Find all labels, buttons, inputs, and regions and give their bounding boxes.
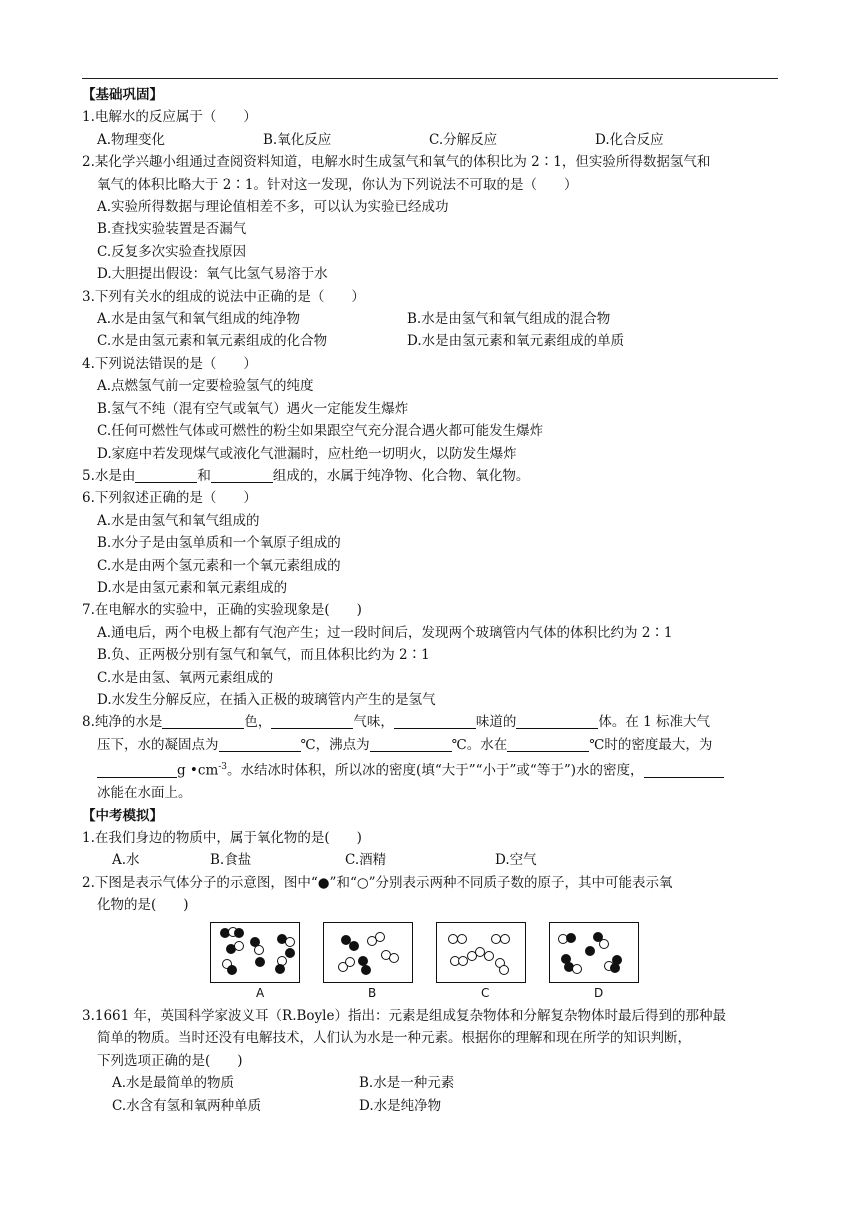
q2-stem-line1: 2.某化学兴趣小组通过查阅资料知道，电解水时生成氢气和氧气的体积比为 2∶1，但实验所得数据氢气和 — [82, 154, 711, 171]
q8-text: 气味， — [353, 714, 394, 731]
worksheet — [82, 84, 782, 917]
figure-label-d: D — [594, 986, 604, 1000]
q6-option-d: D.水是由氢元素和氧元素组成的 — [97, 579, 288, 596]
q8-blank-boiling[interactable] — [370, 737, 452, 752]
q8-line4: 冰能在水面上。 — [97, 785, 192, 802]
q5-blank-2[interactable] — [211, 468, 273, 483]
q7-option-a: A.通电后，两个电极上都有气泡产生；过一段时间后，发现两个玻璃管内气体的体积比约为 2∶1 — [97, 624, 673, 641]
q7-option-b: B.负、正两极分别有氢气和氧气，而且体积比约为 2∶1 — [97, 647, 430, 664]
m2-stem-line1: 2.下图是表示气体分子的示意图，图中“●”和“○”分别表示两种不同质子数的原子，其中可能表示氧 — [82, 874, 673, 891]
q8-text: 味道的 — [475, 714, 517, 731]
q8-line2 — [82, 734, 782, 756]
q6-option-a: A.水是由氢气和氧气组成的 — [97, 512, 260, 529]
q8-blank-density[interactable] — [97, 763, 177, 778]
q3-option-b: B.水是由氢气和氧气组成的混合物 — [407, 311, 611, 328]
figure-label-c: C — [481, 986, 490, 1000]
q2-option-c: C.反复多次实验查找原因 — [97, 243, 247, 260]
q6-stem: 6.下列叙述正确的是（ ） — [82, 490, 257, 507]
q2-option-d: D.大胆提出假设：氧气比氢气易溶于水 — [97, 266, 328, 283]
q8-text: 8.纯净的水是 — [82, 714, 163, 731]
q5-blank-1[interactable] — [135, 468, 197, 483]
m3-option-c: C.水含有氢和氧两种单质 — [112, 1097, 262, 1114]
molecule-figure — [210, 922, 680, 1008]
m1-option-d: D.空气 — [495, 852, 537, 869]
box-a-molecules — [221, 928, 295, 975]
q2-stem-line2: 氧气的体积比略大于 2∶1。针对这一发现，你认为下列说法不可取的是（ ） — [97, 176, 578, 193]
q1-options — [82, 129, 782, 151]
q1-option-d: D.化合反应 — [595, 131, 664, 148]
q8-unit: g •cm — [177, 762, 219, 779]
q1-option-b: B.氧化反应 — [263, 131, 332, 148]
m1-option-a: A.水 — [112, 852, 140, 869]
q8-blank-compare[interactable] — [644, 763, 724, 778]
q3-options-row1 — [82, 308, 782, 330]
box-c-molecules — [449, 935, 510, 975]
q3-option-a: A.水是由氢气和氧气组成的纯净物 — [97, 311, 301, 328]
q3-option-c: C.水是由氢元素和氧元素组成的化合物 — [97, 333, 328, 350]
q8-text: 体。在 1 标准大气 — [598, 714, 711, 731]
m3-option-a: A.水是最简单的物质 — [112, 1075, 235, 1092]
q1-stem: 1.电解水的反应属于（ ） — [82, 109, 257, 126]
q8-text: ℃，沸点为 — [300, 736, 370, 753]
header-rule — [82, 78, 778, 79]
q8-blank-smell[interactable] — [271, 714, 353, 729]
m3-option-d: D.水是纯净物 — [359, 1097, 442, 1114]
box-b-molecules — [339, 933, 399, 975]
m2-stem-line2: 化物的是( ) — [97, 897, 189, 914]
q8-blank-density-temp[interactable] — [507, 737, 589, 752]
q8-blank-color[interactable] — [162, 714, 244, 729]
q4-option-a: A.点燃氢气前一定要检验氢气的纯度 — [97, 378, 314, 395]
m1-option-c: C.酒精 — [345, 852, 387, 869]
q5-text-c: 组成的，水属于纯净物、化合物、氧化物。 — [272, 467, 530, 484]
q2-option-b: B.查找实验装置是否漏气 — [97, 221, 247, 238]
q8-line3 — [82, 756, 782, 782]
q5-text-b: 和 — [197, 467, 211, 484]
m3-option-b: B.水是一种元素 — [359, 1075, 455, 1092]
worksheet-continued — [82, 1005, 782, 1117]
m1-options — [82, 849, 782, 871]
q1-option-a: A.物理变化 — [97, 131, 166, 148]
q8-text: 色， — [244, 714, 272, 731]
q3-options-row2 — [82, 330, 782, 352]
q6-option-c: C.水是由两个氢元素和一个氧元素组成的 — [97, 557, 341, 574]
q8-blank-state[interactable] — [516, 714, 598, 729]
q4-stem: 4.下列说法错误的是（ ） — [82, 355, 257, 372]
m1-stem: 1.在我们身边的物质中，属于氧化物的是( ) — [82, 829, 362, 846]
q5-text-a: 5.水是由 — [82, 467, 136, 484]
q3-stem: 3.下列有关水的组成的说法中正确的是（ ） — [82, 288, 365, 305]
q1-option-c: C.分解反应 — [429, 131, 498, 148]
box-d-molecules — [559, 933, 622, 974]
q6-option-b: B.水分子是由氢单质和一个氧原子组成的 — [97, 535, 341, 552]
q5-stem — [82, 465, 782, 487]
q2-option-a: A.实验所得数据与理论值相差不多，可以认为实验已经成功 — [97, 199, 449, 216]
q8-text: 压下，水的凝固点为 — [97, 736, 219, 753]
m3-options-row2 — [82, 1095, 782, 1117]
q7-option-d: D.水发生分解反应，在插入正极的玻璃管内产生的是氢气 — [97, 691, 436, 708]
q3-option-d: D.水是由氢元素和氧元素组成的单质 — [407, 333, 625, 350]
q8-text: ℃时的密度最大，为 — [589, 736, 713, 753]
q8-unit-exponent: -3 — [218, 762, 228, 773]
q7-option-c: C.水是由氢、氧两元素组成的 — [97, 669, 274, 686]
section-exam-heading: 【中考模拟】 — [82, 807, 163, 824]
q8-text: ℃。水在 — [451, 736, 508, 753]
q4-option-d: D.家庭中若发现煤气或液化气泄漏时，应杜绝一切明火，以防发生爆炸 — [97, 445, 517, 462]
figure-label-a: A — [256, 986, 265, 1000]
m3-stem-line1: 3.1661 年，英国科学家波义耳（R.Boyle）指出：元素是组成复杂物体和分解复杂物体时最后得到的那种最 — [82, 1008, 726, 1024]
m3-options-row1 — [82, 1072, 782, 1094]
q8-blank-freezing[interactable] — [219, 737, 301, 752]
q8-text: 。水结冰时体积，所以冰的密度(填“大于”“小于”或“等于”)水的密度， — [227, 762, 644, 779]
q8-blank-taste[interactable] — [394, 714, 476, 729]
molecule-diagram — [210, 922, 680, 1004]
q4-option-b: B.氢气不纯（混有空气或氧气）遇火一定能发生爆炸 — [97, 400, 409, 417]
section-basic-heading: 【基础巩固】 — [82, 87, 163, 103]
m3-stem-line3: 下列选项正确的是( ) — [97, 1052, 243, 1069]
q7-stem: 7.在电解水的实验中，正确的实验现象是( ) — [82, 602, 362, 619]
figure-label-b: B — [368, 986, 377, 1000]
q8-line1 — [82, 711, 782, 733]
q4-option-c: C.任何可燃性气体或可燃性的粉尘如果跟空气充分混合遇火都可能发生爆炸 — [97, 423, 544, 440]
m1-option-b: B.食盐 — [210, 852, 252, 869]
m3-stem-line2: 简单的物质。当时还没有电解技术，人们认为水是一种元素。根据你的理解和现在所学的知识判断， — [97, 1030, 691, 1047]
